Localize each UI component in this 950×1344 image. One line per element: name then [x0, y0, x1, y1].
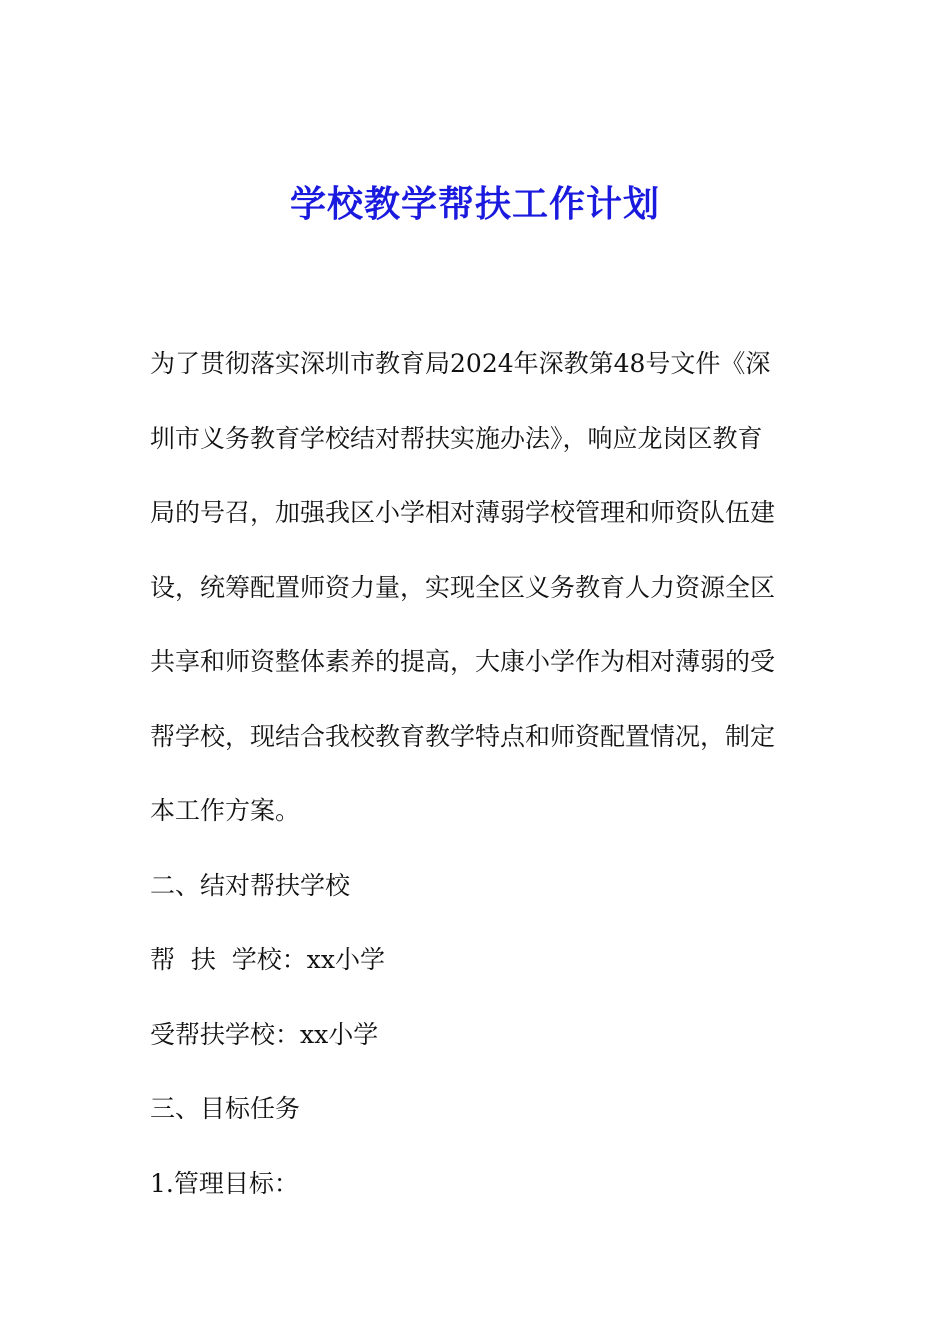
intro-paragraph	[150, 327, 795, 849]
intro-line: 为了贯彻落实深圳市教育局2024年深教第48号文件《深	[150, 349, 771, 378]
intro-line: 帮学校，现结合我校教育教学特点和师资配置情况，制定	[150, 721, 776, 751]
intro-line: 圳市义务教育学校结对帮扶实施办法》，响应龙岗区教育	[150, 423, 763, 453]
list-item: 1.管理目标：	[150, 1168, 299, 1198]
helping-school-line: 帮 扶 学校：xx小学	[150, 945, 385, 974]
intro-line: 本工作方案。	[150, 796, 301, 825]
section-heading: 三、目标任务	[150, 1094, 301, 1123]
document-title: 学校教学帮扶工作计划	[289, 183, 660, 225]
section-heading: 二、结对帮扶学校	[150, 870, 351, 900]
intro-line: 设，统筹配置师资力量，实现全区义务教育人力资源全区	[150, 572, 776, 602]
intro-line: 局的号召，加强我区小学相对薄弱学校管理和师资队伍建	[150, 498, 776, 527]
helped-school-line: 受帮扶学校：xx小学	[150, 1019, 379, 1049]
document-body	[150, 327, 795, 1221]
intro-line: 共享和师资整体素养的提高，大康小学作为相对薄弱的受	[150, 647, 776, 676]
